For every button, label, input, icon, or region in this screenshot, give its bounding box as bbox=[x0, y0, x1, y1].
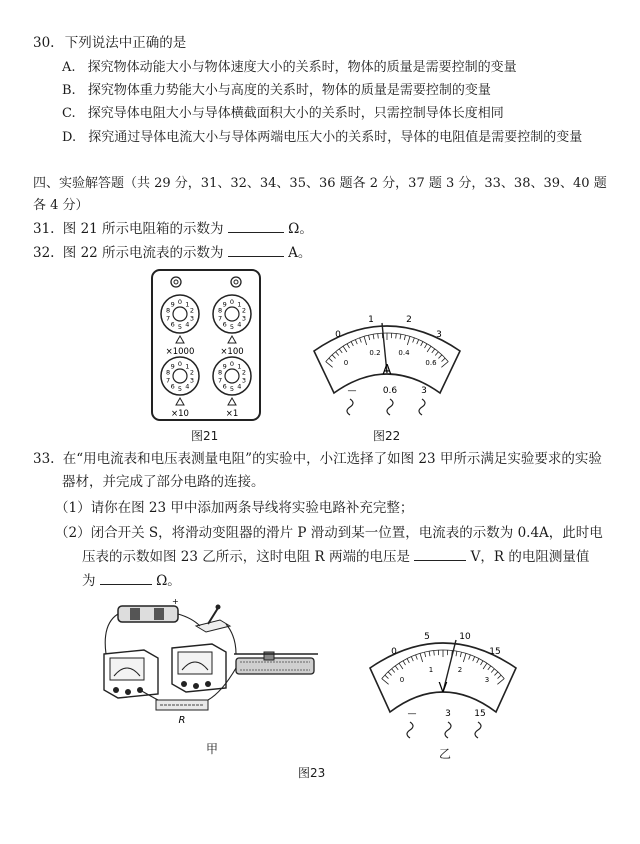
option-label: D. bbox=[62, 130, 77, 145]
dial-digit: 6 bbox=[222, 382, 227, 391]
dial-digit: 4 bbox=[185, 320, 190, 329]
dial-label-x100: ×100 bbox=[220, 347, 244, 357]
dial-digit: 6 bbox=[170, 320, 175, 329]
ammeter-bottom-label-3: 0.6 bbox=[425, 359, 437, 367]
resistor-r bbox=[156, 700, 208, 726]
figure-23a-circuit-apparatus bbox=[96, 596, 328, 726]
voltmeter-bottom-label-0: 0 bbox=[399, 676, 405, 684]
q33-text-line1: 在“用电流表和电压表测量电阻”的实验中，小江选择了如图 23 甲所示满足实验要求的实验 bbox=[62, 451, 602, 467]
q33-part2-text: 压表的示数如图 23 乙所示，这时电阻 R 两端的电压是 bbox=[82, 549, 411, 565]
q31-unit: Ω。 bbox=[288, 221, 313, 237]
switch bbox=[196, 605, 230, 633]
q33-resistance-blank[interactable] bbox=[100, 572, 152, 585]
option-label: B. bbox=[62, 83, 76, 98]
q33-voltage-blank[interactable] bbox=[414, 548, 466, 561]
figure-23-right-label: 乙 bbox=[439, 747, 452, 761]
q30-option-c bbox=[62, 102, 504, 121]
q33-part1: （1）请你在图 23 甲中添加两条导线将实验电路补充完整； bbox=[55, 500, 414, 516]
figure-21-resistance-box bbox=[150, 268, 262, 424]
rheostat bbox=[234, 652, 318, 674]
dial-digit: 3 bbox=[241, 314, 246, 323]
dial-digit: 7 bbox=[166, 376, 171, 385]
dial-digit: 9 bbox=[222, 362, 227, 371]
q31-answer-blank[interactable] bbox=[228, 220, 284, 233]
voltmeter-terminal-minus: — bbox=[407, 709, 417, 719]
voltmeter-letter: V bbox=[438, 681, 448, 696]
dial-digit: 5 bbox=[177, 323, 183, 331]
q31 bbox=[33, 217, 313, 237]
q32-answer-blank[interactable] bbox=[228, 244, 284, 257]
voltmeter-top-label-3: 15 bbox=[489, 647, 501, 657]
section4-heading-line1: 四、实验解答题（共 29 分，31、32、34、35、36 题各 2 分，37 题 3 分，33、38、39、40 题 bbox=[33, 176, 607, 191]
ammeter-bottom-label-2: 0.4 bbox=[398, 349, 410, 357]
voltmeter-bottom-label-1: 1 bbox=[428, 666, 434, 674]
dial-digit: 2 bbox=[241, 306, 246, 315]
voltmeter-terminal-3: 3 bbox=[445, 709, 451, 719]
dial-digit: 6 bbox=[222, 320, 227, 329]
ammeter-top-label-0: 0 bbox=[335, 330, 341, 340]
option-text: 探究导体电阻大小与导体横截面积大小的关系时，只需控制导体长度相同 bbox=[87, 106, 504, 121]
ammeter-bottom-label-0: 0 bbox=[343, 359, 349, 367]
dial-digit: 5 bbox=[177, 385, 183, 393]
option-text: 探究通过导体电流大小与导体两端电压大小的关系时，导体的电阻值是需要控制的变量 bbox=[88, 130, 583, 145]
voltmeter-top-label-2: 10 bbox=[459, 632, 471, 642]
figure-22-caption: 图22 bbox=[373, 429, 401, 443]
q30-option-d bbox=[62, 126, 582, 145]
dial-digit: 9 bbox=[170, 300, 175, 309]
dial-digit: 2 bbox=[189, 306, 194, 315]
dial-digit: 9 bbox=[170, 362, 175, 371]
dial-digit: 8 bbox=[166, 306, 171, 315]
meter-box-middle bbox=[172, 644, 226, 692]
ammeter-top-label-3: 3 bbox=[436, 330, 442, 340]
resistor-label: R bbox=[178, 715, 186, 726]
dial-digit: 4 bbox=[237, 320, 242, 329]
dial-digit: 3 bbox=[241, 376, 246, 385]
voltmeter-top-label-0: 0 bbox=[391, 647, 397, 657]
q33-unit: Ω。 bbox=[156, 573, 181, 589]
dial-digit: 1 bbox=[185, 362, 190, 371]
dial-digit: 0 bbox=[177, 298, 183, 306]
dial-digit: 8 bbox=[166, 368, 171, 377]
ammeter-top-label-1: 1 bbox=[368, 315, 374, 325]
ammeter-terminal-0.6: 0.6 bbox=[382, 386, 398, 396]
dial-digit: 4 bbox=[185, 382, 190, 391]
ammeter-terminal-3: 3 bbox=[421, 386, 427, 396]
dial-digit: 8 bbox=[218, 306, 223, 315]
figure-23b-voltmeter bbox=[368, 620, 518, 750]
q30-number: 30. bbox=[33, 35, 55, 51]
q30-option-b bbox=[62, 79, 491, 98]
dial-digit: 1 bbox=[185, 300, 190, 309]
dial-label-x10: ×10 bbox=[171, 409, 189, 419]
q33-part2-line1: （2）闭合开关 S，将滑动变阻器的滑片 P 滑动到某一位置，电流表的示数为 0.4A，此时电 bbox=[55, 525, 603, 541]
figure-22-ammeter bbox=[312, 303, 462, 423]
dial-digit: 7 bbox=[166, 314, 171, 323]
q33-line1 bbox=[33, 447, 602, 467]
dial-label-x1000: ×1000 bbox=[165, 347, 195, 357]
dial-digit: 5 bbox=[229, 323, 235, 331]
voltmeter-bottom-label-3: 3 bbox=[484, 676, 490, 684]
dial-digit: 2 bbox=[241, 368, 246, 377]
ammeter-letter: A bbox=[382, 363, 392, 378]
voltmeter-bottom-label-2: 2 bbox=[457, 666, 463, 674]
dial-digit: 8 bbox=[218, 368, 223, 377]
ammeter-terminal-minus: — bbox=[347, 386, 357, 396]
voltmeter-top-label-1: 5 bbox=[424, 632, 430, 642]
dial-digit: 9 bbox=[222, 300, 227, 309]
q32-number: 32. bbox=[33, 245, 55, 261]
dial-digit: 4 bbox=[237, 382, 242, 391]
dial-digit: 0 bbox=[177, 360, 183, 368]
q33-part2-text-mid: V，R 的电阻测量值 bbox=[470, 549, 590, 565]
option-text: 探究物体重力势能大小与高度的关系时，物体的质量是需要控制的变量 bbox=[87, 83, 491, 98]
figure-23-caption: 图23 bbox=[298, 766, 326, 780]
voltmeter-terminal-15: 15 bbox=[474, 709, 486, 719]
q33-part2-line2 bbox=[82, 545, 589, 565]
q30-option-a bbox=[62, 56, 517, 75]
dial-digit: 1 bbox=[237, 300, 242, 309]
q30-stem bbox=[33, 31, 186, 51]
q31-number: 31. bbox=[33, 221, 55, 237]
dial-digit: 5 bbox=[229, 385, 235, 393]
option-text: 探究物体动能大小与物体速度大小的关系时，物体的质量是需要控制的变量 bbox=[87, 60, 517, 75]
dial-digit: 7 bbox=[218, 376, 223, 385]
dial-digit: 0 bbox=[229, 298, 235, 306]
option-label: A. bbox=[62, 60, 76, 75]
q33-part2-line3 bbox=[82, 569, 181, 589]
dial-digit: 7 bbox=[218, 314, 223, 323]
q32 bbox=[33, 241, 311, 261]
dial-digit: 1 bbox=[237, 362, 242, 371]
battery bbox=[118, 597, 179, 622]
q30-stem-text: 下列说法中正确的是 bbox=[64, 35, 187, 51]
q32-unit: A。 bbox=[288, 245, 312, 261]
option-label: C. bbox=[62, 106, 76, 121]
q33-line2: 器材，并完成了部分电路的连接。 bbox=[62, 474, 265, 490]
dial-digit: 3 bbox=[189, 314, 194, 323]
dial-digit: 0 bbox=[229, 360, 235, 368]
q32-text: 图 22 所示电流表的示数为 bbox=[62, 245, 224, 261]
dial-digit: 2 bbox=[189, 368, 194, 377]
dial-label-x1: ×1 bbox=[225, 409, 239, 419]
meter-box-left bbox=[104, 650, 158, 698]
figure-21-caption: 图21 bbox=[191, 429, 219, 443]
svg-text:+: + bbox=[172, 597, 179, 606]
section4-heading-line2: 各 4 分） bbox=[33, 198, 89, 213]
ammeter-top-label-2: 2 bbox=[406, 315, 412, 325]
figure-23-left-label: 甲 bbox=[206, 742, 219, 756]
q31-text: 图 21 所示电阻箱的示数为 bbox=[62, 221, 224, 237]
dial-digit: 6 bbox=[170, 382, 175, 391]
q33-part2-text-wei: 为 bbox=[82, 573, 96, 589]
q33-number: 33. bbox=[33, 451, 55, 467]
ammeter-bottom-label-1: 0.2 bbox=[369, 349, 381, 357]
dial-digit: 3 bbox=[189, 376, 194, 385]
